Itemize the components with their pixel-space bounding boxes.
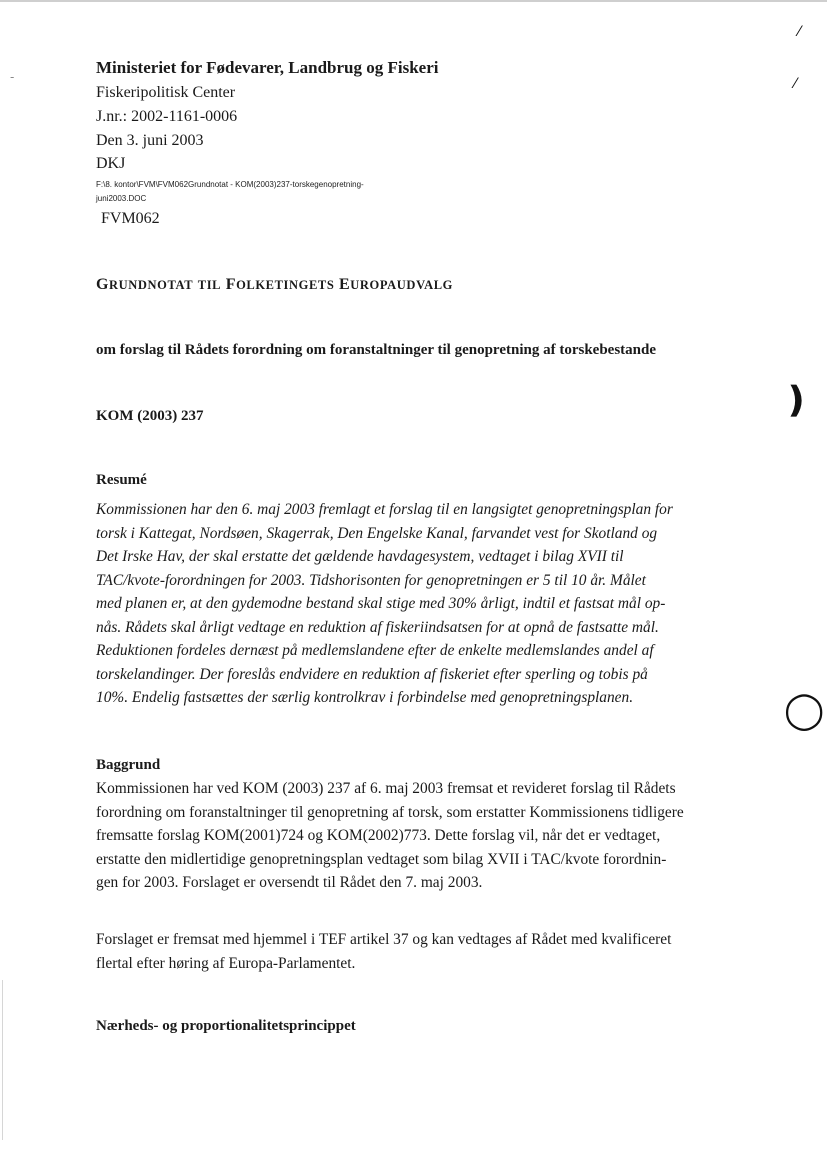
title-rest: RUNDNOTAT [109, 278, 194, 292]
document-date: Den 3. juni 2003 [96, 132, 204, 149]
department-name: Fiskeripolitisk Center [96, 84, 236, 101]
kom-reference: KOM (2003) 237 [96, 408, 204, 424]
punch-hole-mark: ❫ [781, 380, 812, 421]
text-line: TAC/kvote-forordningen for 2003. Tidshorisonten for genopretningen er 5 til 10 år. Målet [96, 571, 646, 589]
file-path-line: juni2003.DOC [96, 194, 147, 203]
section-heading-baggrund: Baggrund [96, 757, 161, 773]
text-line: Det Irske Hav, der skal erstatte det gældende havdagesystem, vedtaget i bilag XVII til [96, 548, 624, 565]
text-line: torsk i Kattegat, Nordsøen, Skagerrak, Den Engelske Kanal, farvandet vest for Skotland og [96, 524, 658, 542]
journal-number: J.nr.: 2002-1161-0006 [96, 108, 238, 125]
text-line: med planen er, at den gydemodne bestand skal stige med 30% årligt, indtil et fastsat mål op- [96, 595, 666, 612]
title-cap: E [339, 276, 351, 293]
text-line: Reduktionen fordeles dernæst på medlemslandene efter de enkelte medlemslandes andel af [96, 642, 654, 659]
resume-paragraph [96, 498, 736, 710]
text-line: forordning om foranstaltninger til genopretning af torsk, som erstatter Kommissionens tidligere [96, 803, 684, 821]
scan-mark: - [10, 70, 15, 84]
title-rest: UROPAUDVALG [350, 278, 453, 292]
scan-top-edge [0, 0, 827, 2]
title-word: TIL [197, 278, 222, 292]
hjemmel-paragraph [96, 928, 736, 975]
punch-hole-mark: ◯ [784, 690, 825, 731]
file-path [96, 178, 364, 206]
title-rest: OLKETINGETS [236, 278, 335, 292]
scan-left-edge [2, 980, 3, 1140]
text-line: nås. Rådets skal årligt vedtage en reduktion af fiskeriindsatsen for at opnå de fastsatte mål. [96, 618, 659, 636]
text-line: Kommissionen har den 6. maj 2003 fremlagt et forslag til en langsigtet genopretningsplan for [96, 501, 673, 518]
title-cap: F [225, 276, 237, 293]
text-line: gen for 2003. Forslaget er oversendt til Rådet den 7. maj 2003. [96, 874, 483, 891]
text-line: Kommissionen har ved KOM (2003) 237 af 6. maj 2003 fremsat et revideret forslag til Rådets [96, 780, 676, 797]
section-heading-naerhed: Nærheds- og proportionalitetsprincippet [96, 1018, 356, 1034]
author-initials: DKJ [96, 155, 126, 172]
document-subtitle: om forslag til Rådets forordning om foranstaltninger til genopretning af torskebestande [96, 342, 656, 358]
scan-mark: ⁄ [794, 76, 797, 92]
text-line: fremsatte forslag KOM(2001)724 og KOM(2002)773. Dette forslag vil, når det er vedtaget, [96, 827, 661, 844]
text-line: torskelandinger. Der foreslås endvidere en reduktion af fiskeriet efter sperling og tobis på [96, 665, 648, 683]
organization-name: Ministeriet for Fødevarer, Landbrug og Fiskeri [96, 58, 439, 77]
document-title [96, 276, 453, 294]
scan-mark: ⁄ [798, 24, 801, 40]
text-line: Forslaget er fremsat med hjemmel i TEF artikel 37 og kan vedtages af Rådet med kvalificeret [96, 931, 672, 948]
file-path-line: F:\8. kontor\FVM\FVM062Grundnotat - KOM(2003)237-torskegenopretning- [96, 180, 364, 189]
title-cap: G [96, 276, 110, 293]
text-line: 10%. Endelig fastsættes der særlig kontrolkrav i forbindelse med genopretningsplanen. [96, 689, 634, 706]
text-line: erstatte den midlertidige genopretningsplan vedtaget som bilag XVII i TAC/kvote forordnin- [96, 850, 667, 868]
document-reference: FVM062 [101, 210, 160, 227]
text-line: flertal efter høring af Europa-Parlamentet. [96, 954, 356, 972]
baggrund-paragraph [96, 777, 736, 895]
section-heading-resume: Resumé [96, 472, 147, 488]
